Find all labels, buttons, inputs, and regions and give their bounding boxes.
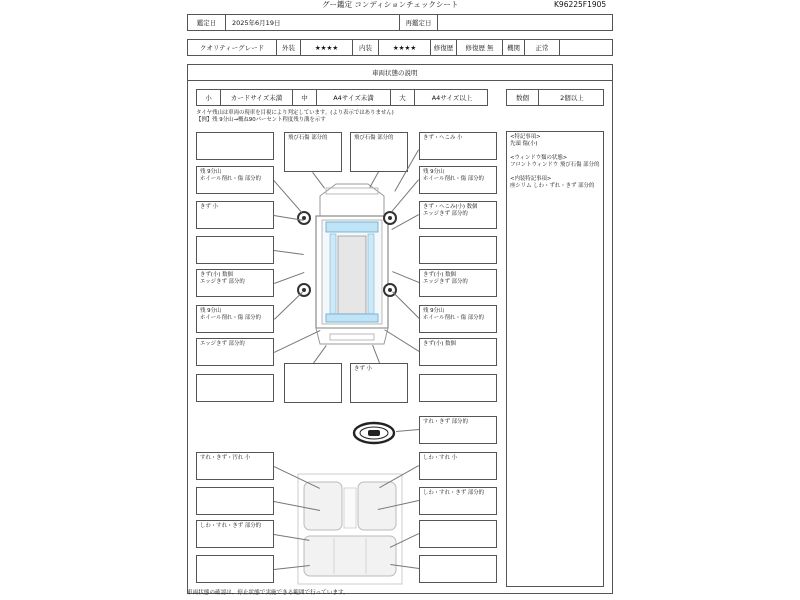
damage-callout-text: きず 小	[354, 366, 372, 372]
damage-callout-text: きず(小) 数個 エッジきず 部分的	[423, 272, 468, 285]
date-label: 鑑定日	[188, 15, 226, 30]
damage-callout-text: きず(小) 数個	[423, 341, 456, 347]
damage-callout-box	[419, 305, 497, 333]
damage-callout-box	[419, 269, 497, 297]
special-note-line: 先頭 傷(小)	[510, 141, 538, 147]
legend-medium-desc: A4サイズ未満	[317, 90, 391, 105]
damage-callout-box	[419, 132, 497, 160]
damage-callout-box	[284, 132, 342, 172]
damage-callout-box	[419, 555, 497, 583]
quality-grade-label: クオリティーグレード	[188, 40, 277, 55]
damage-callout-box	[350, 132, 408, 172]
damage-callout-box	[196, 236, 274, 264]
special-note-line: <内装特記事項>	[510, 176, 552, 182]
tire-note-line1: タイヤ残山は車両の現車を目視により判定しています。(より表示ではありません)	[196, 110, 394, 116]
damage-callout-text: 残 9分山 ホイール削れ・傷 部分的	[200, 308, 261, 321]
size-legend	[196, 89, 488, 106]
damage-callout-text	[285, 364, 291, 368]
special-notes-panel	[506, 131, 604, 587]
damage-callout-text: しわ・すれ・きず 部分的	[200, 523, 262, 529]
damage-callout-box	[196, 520, 274, 548]
recheck-label: 再鑑定日	[400, 15, 438, 30]
sheet-title: グー鑑定 コンディションチェックシート	[322, 0, 459, 9]
tire-note-line2: 【例】残 9分山→概ね90パーセント程度残り溝を示す	[196, 117, 326, 123]
damage-callout-text	[420, 237, 426, 241]
damage-callout-box	[419, 487, 497, 515]
damage-callout-box	[419, 452, 497, 480]
damage-callout-box	[196, 555, 274, 583]
count-label: 数個	[507, 90, 539, 105]
interior-label: 内装	[353, 40, 379, 55]
damage-callout-box	[350, 363, 408, 403]
damage-callout-box	[419, 520, 497, 548]
damage-callout-box	[419, 201, 497, 229]
grade-row	[187, 39, 613, 56]
engine-value: 正常	[525, 40, 560, 55]
special-note-line: <ウィンドウ類の状態>	[510, 155, 568, 161]
legend-large-desc: A4サイズ以上	[431, 94, 473, 102]
damage-callout-text: 残 9分山 ホイール削れ・傷 部分的	[200, 169, 261, 182]
special-notes-lines	[507, 132, 603, 192]
damage-callout-box	[196, 305, 274, 333]
count-legend	[506, 89, 604, 106]
damage-callout-text: きず(小) 数個 エッジきず 部分的	[200, 272, 245, 285]
count-value: 2個以上	[560, 94, 584, 102]
exterior-stars: ★★★★	[301, 40, 353, 55]
damage-callout-text: 残 9分山 ホイール削れ・傷 部分的	[423, 308, 484, 321]
exterior-label: 外装	[277, 40, 301, 55]
damage-callout-text	[197, 237, 203, 241]
damage-callout-text: きず・へこみ 小	[423, 135, 463, 141]
repair-history-label: 修復歴	[431, 40, 457, 55]
special-note-line: フロントウィンドウ 飛び石傷 部分的	[510, 162, 600, 168]
damage-callout-text	[420, 521, 426, 525]
damage-callout-text: 飛び石傷 部分的	[354, 135, 394, 141]
document-code: K96225F1905	[554, 0, 607, 9]
damage-callout-text: きず・へこみ(小) 数個 エッジきず 部分的	[423, 204, 478, 217]
footer-note: 車両状態の確認は、停止状態で実施できる範囲で行っています。	[187, 590, 349, 596]
damage-callout-text	[197, 488, 203, 492]
damage-callout-box	[284, 363, 342, 403]
section-title: 車両状態の説明	[372, 69, 418, 77]
damage-callout-box	[196, 374, 274, 402]
damage-callout-box	[419, 166, 497, 194]
special-note-line	[510, 148, 600, 155]
special-note-line: 座シリム しわ・ずれ・きず 部分的	[510, 183, 595, 189]
steering-wheel-icon	[352, 421, 396, 445]
engine-label: 機関	[503, 40, 525, 55]
damage-callout-text	[197, 375, 203, 379]
legend-small-desc: カードサイズ未満	[221, 90, 293, 105]
damage-callout-box	[196, 132, 274, 160]
special-note-line: <特記事項>	[510, 134, 541, 140]
damage-callout-text: すれ・きず 部分的	[423, 419, 468, 425]
damage-callout-box	[419, 416, 497, 444]
legend-medium: 中	[293, 90, 317, 105]
repair-history-value: 修復歴 無	[457, 40, 503, 55]
damage-callout-box	[196, 487, 274, 515]
interior-stars: ★★★★	[379, 40, 431, 55]
damage-callout-text: エッジきず 部分的	[200, 341, 245, 347]
car-top-view-diagram	[296, 176, 408, 356]
damage-callout-box	[196, 166, 274, 194]
damage-callout-box	[196, 338, 274, 366]
damage-callout-text	[197, 556, 203, 560]
date-row	[187, 14, 613, 31]
damage-callout-box	[419, 338, 497, 366]
interior-seat-diagram	[290, 470, 410, 588]
recheck-value	[438, 15, 614, 30]
damage-callout-text: 残 9分山 ホイール削れ・傷 部分的	[423, 169, 484, 182]
damage-callout-text: きず 小	[200, 204, 218, 210]
special-note-line	[510, 169, 600, 176]
damage-callout-text	[420, 556, 426, 560]
damage-callout-box	[196, 201, 274, 229]
damage-callout-text	[420, 375, 426, 379]
damage-callout-box	[196, 452, 274, 480]
damage-callout-box	[196, 269, 274, 297]
damage-callout-text	[197, 133, 203, 137]
damage-callout-text: 飛び石傷 部分的	[288, 135, 328, 141]
legend-small: 小	[197, 90, 221, 105]
damage-callout-text: しわ・すれ・きず 部分的	[423, 490, 485, 496]
damage-callout-box	[419, 374, 497, 402]
grade-row-blank	[560, 40, 614, 55]
damage-callout-box	[419, 236, 497, 264]
damage-callout-text: しわ・すれ 小	[423, 455, 458, 461]
date-value: 2025年6月19日	[226, 15, 400, 30]
legend-large: 大	[391, 90, 415, 105]
damage-callout-text: すれ・きず・汚れ 小	[200, 455, 251, 461]
